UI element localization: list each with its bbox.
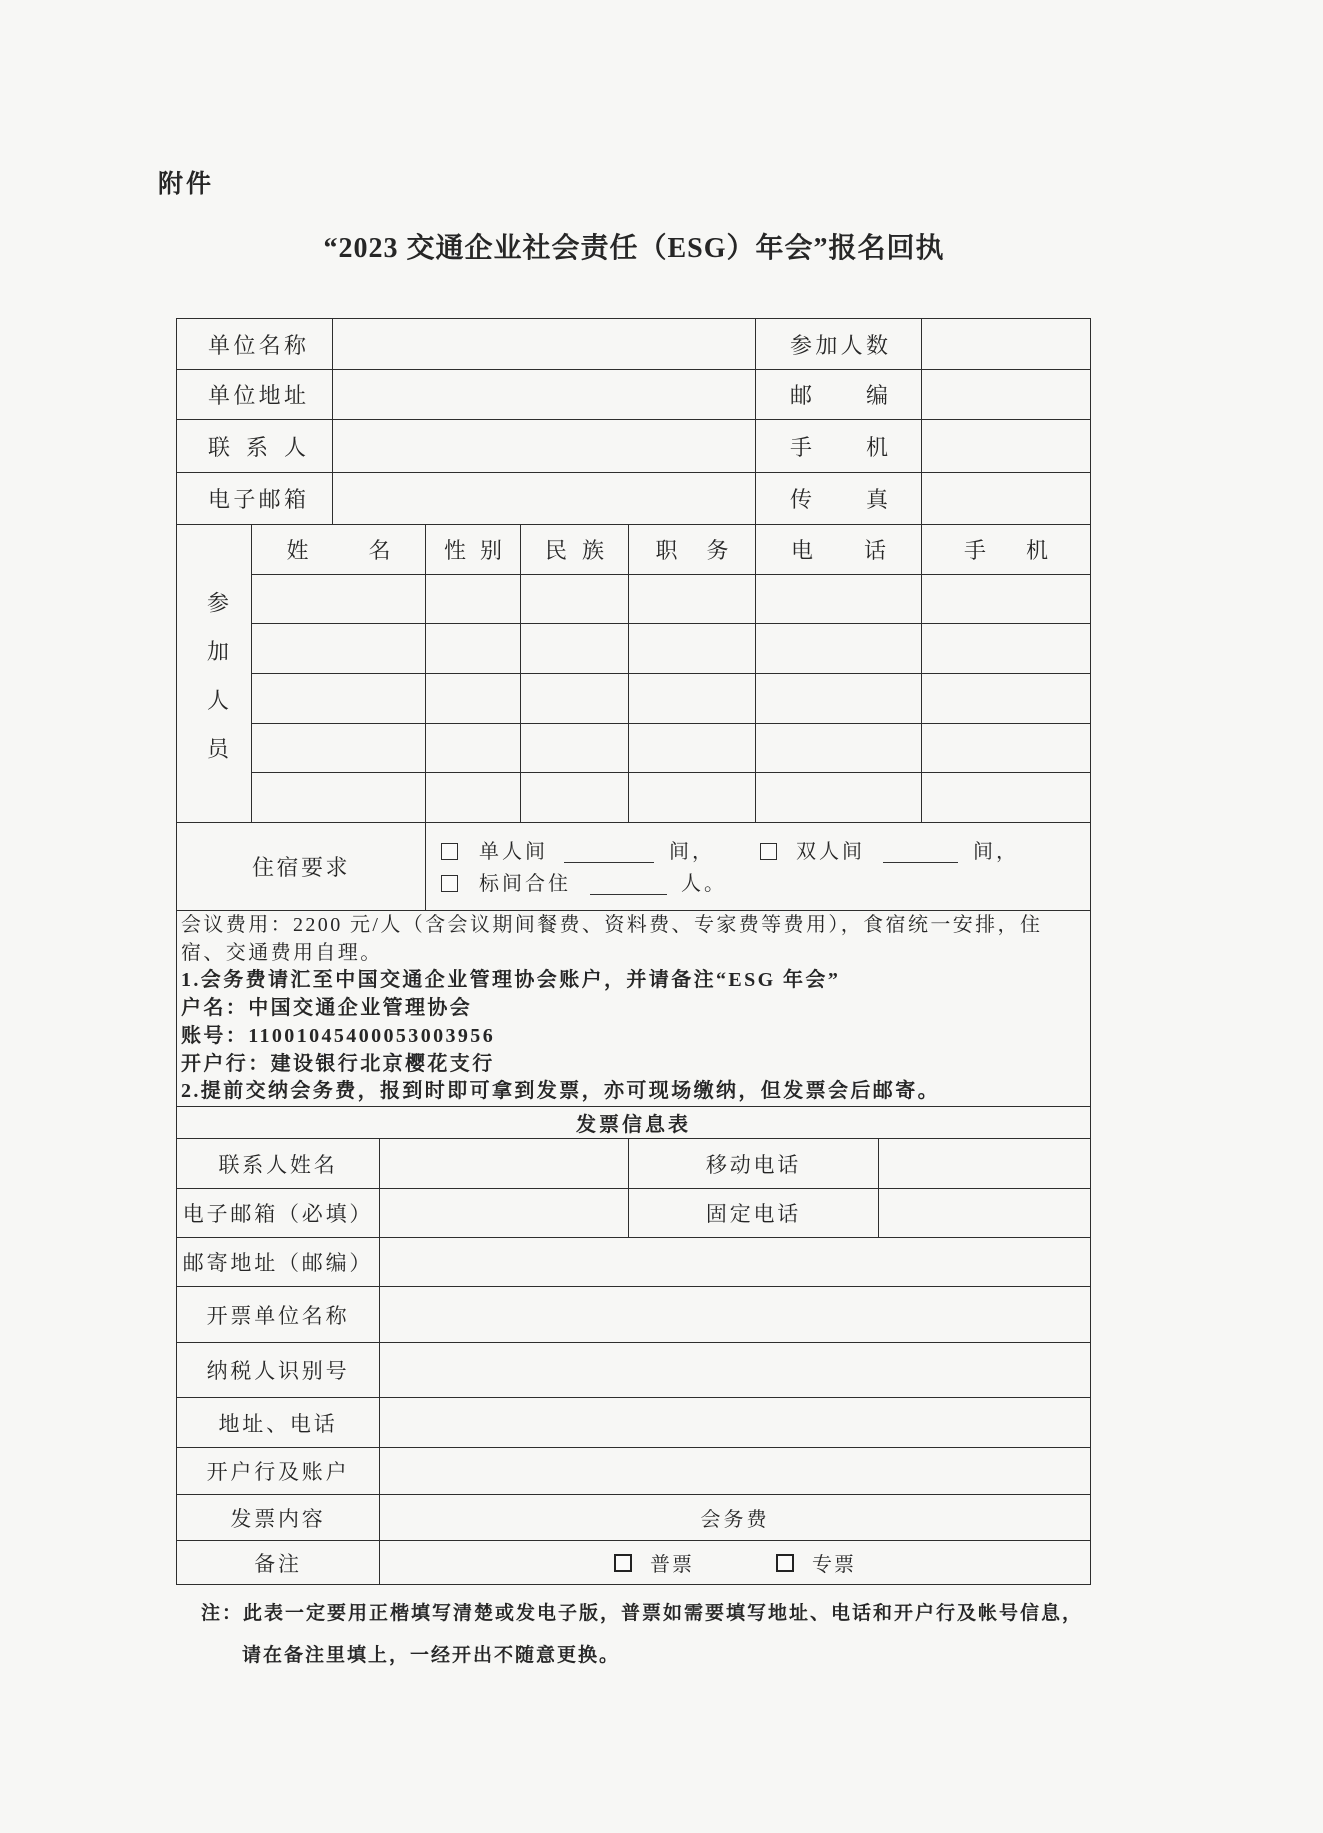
mailing-address-field[interactable] bbox=[380, 1238, 1091, 1287]
participant-2-mobile-field[interactable] bbox=[922, 624, 1091, 674]
unit-name-label-cell bbox=[177, 319, 333, 370]
participant-1-phone-field[interactable] bbox=[756, 575, 922, 624]
participant-5-mobile-field[interactable] bbox=[922, 773, 1091, 823]
participant-2-position-field[interactable] bbox=[629, 624, 756, 674]
participant-col-ethnicity: 民族 bbox=[545, 538, 604, 563]
single-room-label: 单人间 bbox=[479, 841, 548, 863]
fee-note-line-3: 1.会务费请汇至中国交通企业管理协会账户，并请备注“ESG 年会” bbox=[181, 969, 841, 992]
accommodation-section bbox=[177, 823, 1091, 911]
invoice-email-field[interactable] bbox=[380, 1189, 629, 1238]
participants-section-label: 参加人员 bbox=[204, 591, 230, 786]
registration-form-table bbox=[176, 318, 1091, 1585]
address-phone-label: 地址、电话 bbox=[177, 1398, 380, 1448]
participant-1-name-field[interactable] bbox=[252, 575, 426, 624]
attachment-label: 附件 bbox=[158, 170, 215, 198]
participant-1-position-field[interactable] bbox=[629, 575, 756, 624]
mobile-label: 手机 bbox=[790, 434, 888, 460]
fax-label-cell bbox=[756, 473, 922, 525]
participant-1-ethnicity-field[interactable] bbox=[521, 575, 629, 624]
shared-room-checkbox[interactable] bbox=[441, 875, 458, 892]
bank-account-label: 开户行及账户 bbox=[177, 1448, 380, 1495]
participant-3-mobile-field[interactable] bbox=[922, 674, 1091, 724]
participant-2-name-field[interactable] bbox=[252, 624, 426, 674]
participant-5-gender-field[interactable] bbox=[426, 773, 521, 823]
participant-1-mobile-field[interactable] bbox=[922, 575, 1091, 624]
contact-person-field[interactable] bbox=[333, 420, 756, 473]
participant-4-phone-field[interactable] bbox=[756, 724, 922, 773]
participant-3-gender-field[interactable] bbox=[426, 674, 521, 724]
participant-5-ethnicity-field[interactable] bbox=[521, 773, 629, 823]
unit-name-field[interactable] bbox=[333, 319, 756, 370]
participants-section bbox=[177, 525, 1091, 823]
postcode-field[interactable] bbox=[922, 370, 1091, 420]
invoice-landline-label: 固定电话 bbox=[629, 1189, 879, 1238]
footnote-line-2: 请在备注里填上，一经开出不随意更换。 bbox=[242, 1645, 621, 1666]
participant-4-gender-field[interactable] bbox=[426, 724, 521, 773]
fee-note-line-2: 宿、交通费用自理。 bbox=[181, 941, 383, 964]
fee-note-line-1: 会议费用：2200 元/人（含会议期间餐费、资料费、专家费等费用），食宿统一安排，住 bbox=[181, 914, 1043, 936]
invoice-unit-label: 开票单位名称 bbox=[177, 1287, 380, 1343]
participant-col-ethnicity-cell bbox=[521, 525, 629, 575]
postcode-label: 邮编 bbox=[790, 383, 888, 408]
fee-note-account-name: 户名：中国交通企业管理协会 bbox=[181, 997, 473, 1020]
accommodation-options bbox=[426, 823, 1091, 911]
invoice-mobile-label: 移动电话 bbox=[629, 1139, 879, 1189]
fax-field[interactable] bbox=[922, 473, 1091, 525]
invoice-contact-name-field[interactable] bbox=[380, 1139, 629, 1189]
unit-name-label: 单位名称 bbox=[208, 332, 306, 358]
participant-3-ethnicity-field[interactable] bbox=[521, 674, 629, 724]
special-invoice-label: 专票 bbox=[812, 1554, 856, 1576]
invoice-landline-field[interactable] bbox=[879, 1189, 1091, 1238]
shared-room-unit: 人。 bbox=[681, 873, 727, 895]
shared-room-count-field[interactable] bbox=[590, 894, 667, 895]
invoice-table-title: 发票信息表 bbox=[177, 1107, 1091, 1139]
invoice-email-label: 电子邮箱（必填） bbox=[177, 1189, 380, 1238]
participant-4-position-field[interactable] bbox=[629, 724, 756, 773]
plain-invoice-checkbox[interactable] bbox=[614, 1554, 632, 1572]
invoice-unit-field[interactable] bbox=[380, 1287, 1091, 1343]
fax-label: 传真 bbox=[790, 487, 888, 512]
invoice-content-value: 会务费 bbox=[380, 1495, 1091, 1541]
unit-address-label-cell bbox=[177, 370, 333, 420]
mobile-field[interactable] bbox=[922, 420, 1091, 473]
participant-2-phone-field[interactable] bbox=[756, 624, 922, 674]
email-label: 电子邮箱 bbox=[208, 487, 306, 512]
participant-5-phone-field[interactable] bbox=[756, 773, 922, 823]
single-room-unit: 间， bbox=[669, 841, 715, 863]
participant-col-name: 姓名 bbox=[286, 538, 391, 563]
invoice-title-section bbox=[177, 1107, 1091, 1139]
participant-4-name-field[interactable] bbox=[252, 724, 426, 773]
double-room-unit: 间， bbox=[973, 841, 1019, 863]
accommodation-label: 住宿要求 bbox=[177, 823, 426, 911]
double-room-label: 双人间 bbox=[796, 841, 865, 863]
fee-notes bbox=[177, 911, 1091, 1107]
mailing-address-label: 邮寄地址（邮编） bbox=[177, 1238, 380, 1287]
address-phone-field[interactable] bbox=[380, 1398, 1091, 1448]
remarks-label: 备注 bbox=[177, 1541, 380, 1585]
unit-info-section bbox=[177, 319, 1091, 525]
contact-person-label: 联系人 bbox=[208, 434, 306, 460]
fee-note-line-7: 2.提前交纳会务费，报到时即可拿到发票，亦可现场缴纳，但发票会后邮寄。 bbox=[181, 1080, 940, 1103]
bank-account-field[interactable] bbox=[380, 1448, 1091, 1495]
footnote-line-1: 注：此表一定要用正楷填写清楚或发电子版，普票如需要填写地址、电话和开户行及帐号信息， bbox=[201, 1603, 1084, 1624]
fee-note-bank: 开户行：建设银行北京樱花支行 bbox=[181, 1052, 495, 1075]
double-room-checkbox[interactable] bbox=[760, 843, 777, 860]
contact-person-label-cell bbox=[177, 420, 333, 473]
double-room-count-field[interactable] bbox=[883, 862, 958, 863]
participant-col-position: 职务 bbox=[655, 538, 729, 563]
participant-col-position-cell bbox=[629, 525, 756, 575]
invoice-contact-name-label: 联系人姓名 bbox=[177, 1139, 380, 1189]
unit-address-label: 单位地址 bbox=[208, 383, 306, 408]
email-field[interactable] bbox=[333, 473, 756, 525]
participant-col-phone-cell bbox=[756, 525, 922, 575]
unit-address-field[interactable] bbox=[333, 370, 756, 420]
participant-col-gender-cell bbox=[426, 525, 521, 575]
participant-col-phone: 电话 bbox=[791, 538, 886, 563]
participant-5-name-field[interactable] bbox=[252, 773, 426, 823]
participant-col-gender: 性别 bbox=[444, 538, 502, 563]
single-room-checkbox[interactable] bbox=[441, 843, 458, 860]
invoice-content-label: 发票内容 bbox=[177, 1495, 380, 1541]
special-invoice-checkbox[interactable] bbox=[776, 1554, 794, 1572]
participant-2-gender-field[interactable] bbox=[426, 624, 521, 674]
participant-col-mobile: 手机 bbox=[964, 538, 1048, 563]
form-title: “2023 交通企业社会责任（ESG）年会”报名回执 bbox=[323, 233, 945, 264]
participant-col-mobile-cell bbox=[922, 525, 1091, 575]
taxpayer-id-label: 纳税人识别号 bbox=[177, 1343, 380, 1398]
taxpayer-id-field[interactable] bbox=[380, 1343, 1091, 1398]
single-room-count-field[interactable] bbox=[564, 862, 654, 863]
participants-label-cell bbox=[177, 525, 252, 823]
mobile-label-cell bbox=[756, 420, 922, 473]
participant-1-gender-field[interactable] bbox=[426, 575, 521, 624]
participant-3-position-field[interactable] bbox=[629, 674, 756, 724]
plain-invoice-label: 普票 bbox=[650, 1554, 694, 1576]
participant-5-position-field[interactable] bbox=[629, 773, 756, 823]
participant-4-ethnicity-field[interactable] bbox=[521, 724, 629, 773]
remarks-options bbox=[380, 1541, 1091, 1585]
invoice-mobile-field[interactable] bbox=[879, 1139, 1091, 1189]
shared-room-label: 标间合住 bbox=[479, 873, 571, 895]
participant-count-field[interactable] bbox=[922, 319, 1091, 370]
participant-count-label-cell bbox=[756, 319, 922, 370]
participant-3-phone-field[interactable] bbox=[756, 674, 922, 724]
participant-2-ethnicity-field[interactable] bbox=[521, 624, 629, 674]
fee-notes-section bbox=[177, 911, 1091, 1107]
participant-col-name-cell bbox=[252, 525, 426, 575]
email-label-cell bbox=[177, 473, 333, 525]
fee-note-account-number: 账号：11001045400053003956 bbox=[181, 1024, 496, 1047]
participant-count-label: 参加人数 bbox=[790, 332, 888, 358]
participant-4-mobile-field[interactable] bbox=[922, 724, 1091, 773]
participant-3-name-field[interactable] bbox=[252, 674, 426, 724]
invoice-section bbox=[177, 1139, 1091, 1585]
postcode-label-cell bbox=[756, 370, 922, 420]
